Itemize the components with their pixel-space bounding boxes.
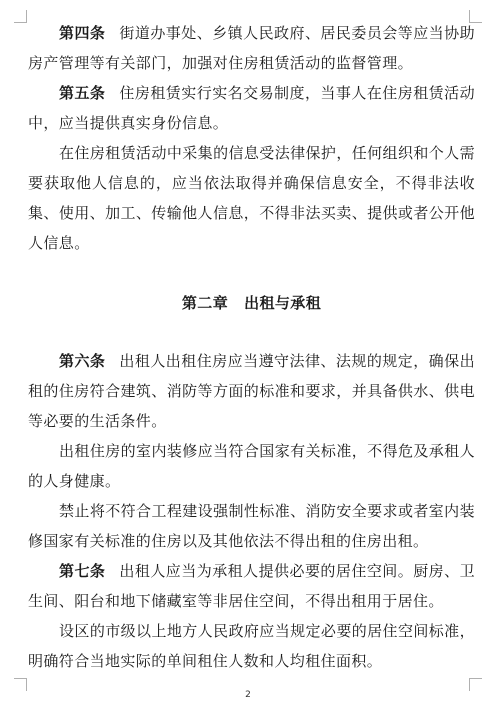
paragraph-text: 禁止将不符合工程建设强制性标准、消防安全要求或者室内装修国家有关标准的住房以及其他依法不得出租的住房出租。 — [28, 502, 475, 550]
article-number: 第五条 — [59, 84, 106, 102]
article-number: 第七条 — [59, 562, 106, 580]
paragraph-text: 住房租赁实行实名交易制度，当事人在住房租赁活动中，应当提供真实身份信息。 — [28, 84, 476, 132]
article-number: 第四条 — [59, 24, 106, 42]
article-number: 第六条 — [59, 352, 106, 370]
chapter-heading — [28, 288, 475, 318]
crop-mark-top-left — [14, 10, 27, 23]
document-body — [28, 18, 475, 676]
paragraph-text: 在住房租赁活动中采集的信息受法律保护，任何组织和个人需要获取他人信息的，应当依法取得并确保信息安全，不得非法收集、使用、加工、传输他人信息，不得非法买卖、提供或者公开他人信息。 — [28, 144, 475, 252]
paragraph-decoration — [28, 436, 475, 496]
page-number: 2 — [245, 690, 251, 700]
paragraph-article-6 — [28, 346, 475, 436]
paragraph-prohibition — [28, 496, 475, 556]
paragraph-article-7 — [28, 556, 475, 616]
paragraph-text: 出租人应当为承租人提供必要的居住空间。厨房、卫生间、阳台和地下储藏室等非居住空间，不得出租用于居住。 — [28, 562, 476, 610]
paragraph-text: 出租住房的室内装修应当符合国家有关标准，不得危及承租人的人身健康。 — [28, 442, 475, 490]
paragraph-space-standard — [28, 616, 475, 676]
paragraph-text: 设区的市级以上地方人民政府应当规定必要的居住空间标准，明确符合当地实际的单间租住人数和人均租住面积。 — [28, 622, 475, 670]
paragraph-article-5 — [28, 78, 475, 138]
paragraph-text: 街道办事处、乡镇人民政府、居民委员会等应当协助房产管理等有关部门，加强对住房租赁活动的监督管理。 — [28, 24, 476, 72]
paragraph-info-protection — [28, 138, 475, 258]
paragraph-article-4 — [28, 18, 475, 78]
paragraph-text: 出租人出租住房应当遵守法律、法规的规定，确保出租的住房符合建筑、消防等方面的标准和要求，并具备供水、供电等必要的生活条件。 — [28, 352, 476, 430]
chapter-title: 出租与承租 — [244, 294, 322, 312]
chapter-number: 第二章 — [181, 294, 229, 312]
